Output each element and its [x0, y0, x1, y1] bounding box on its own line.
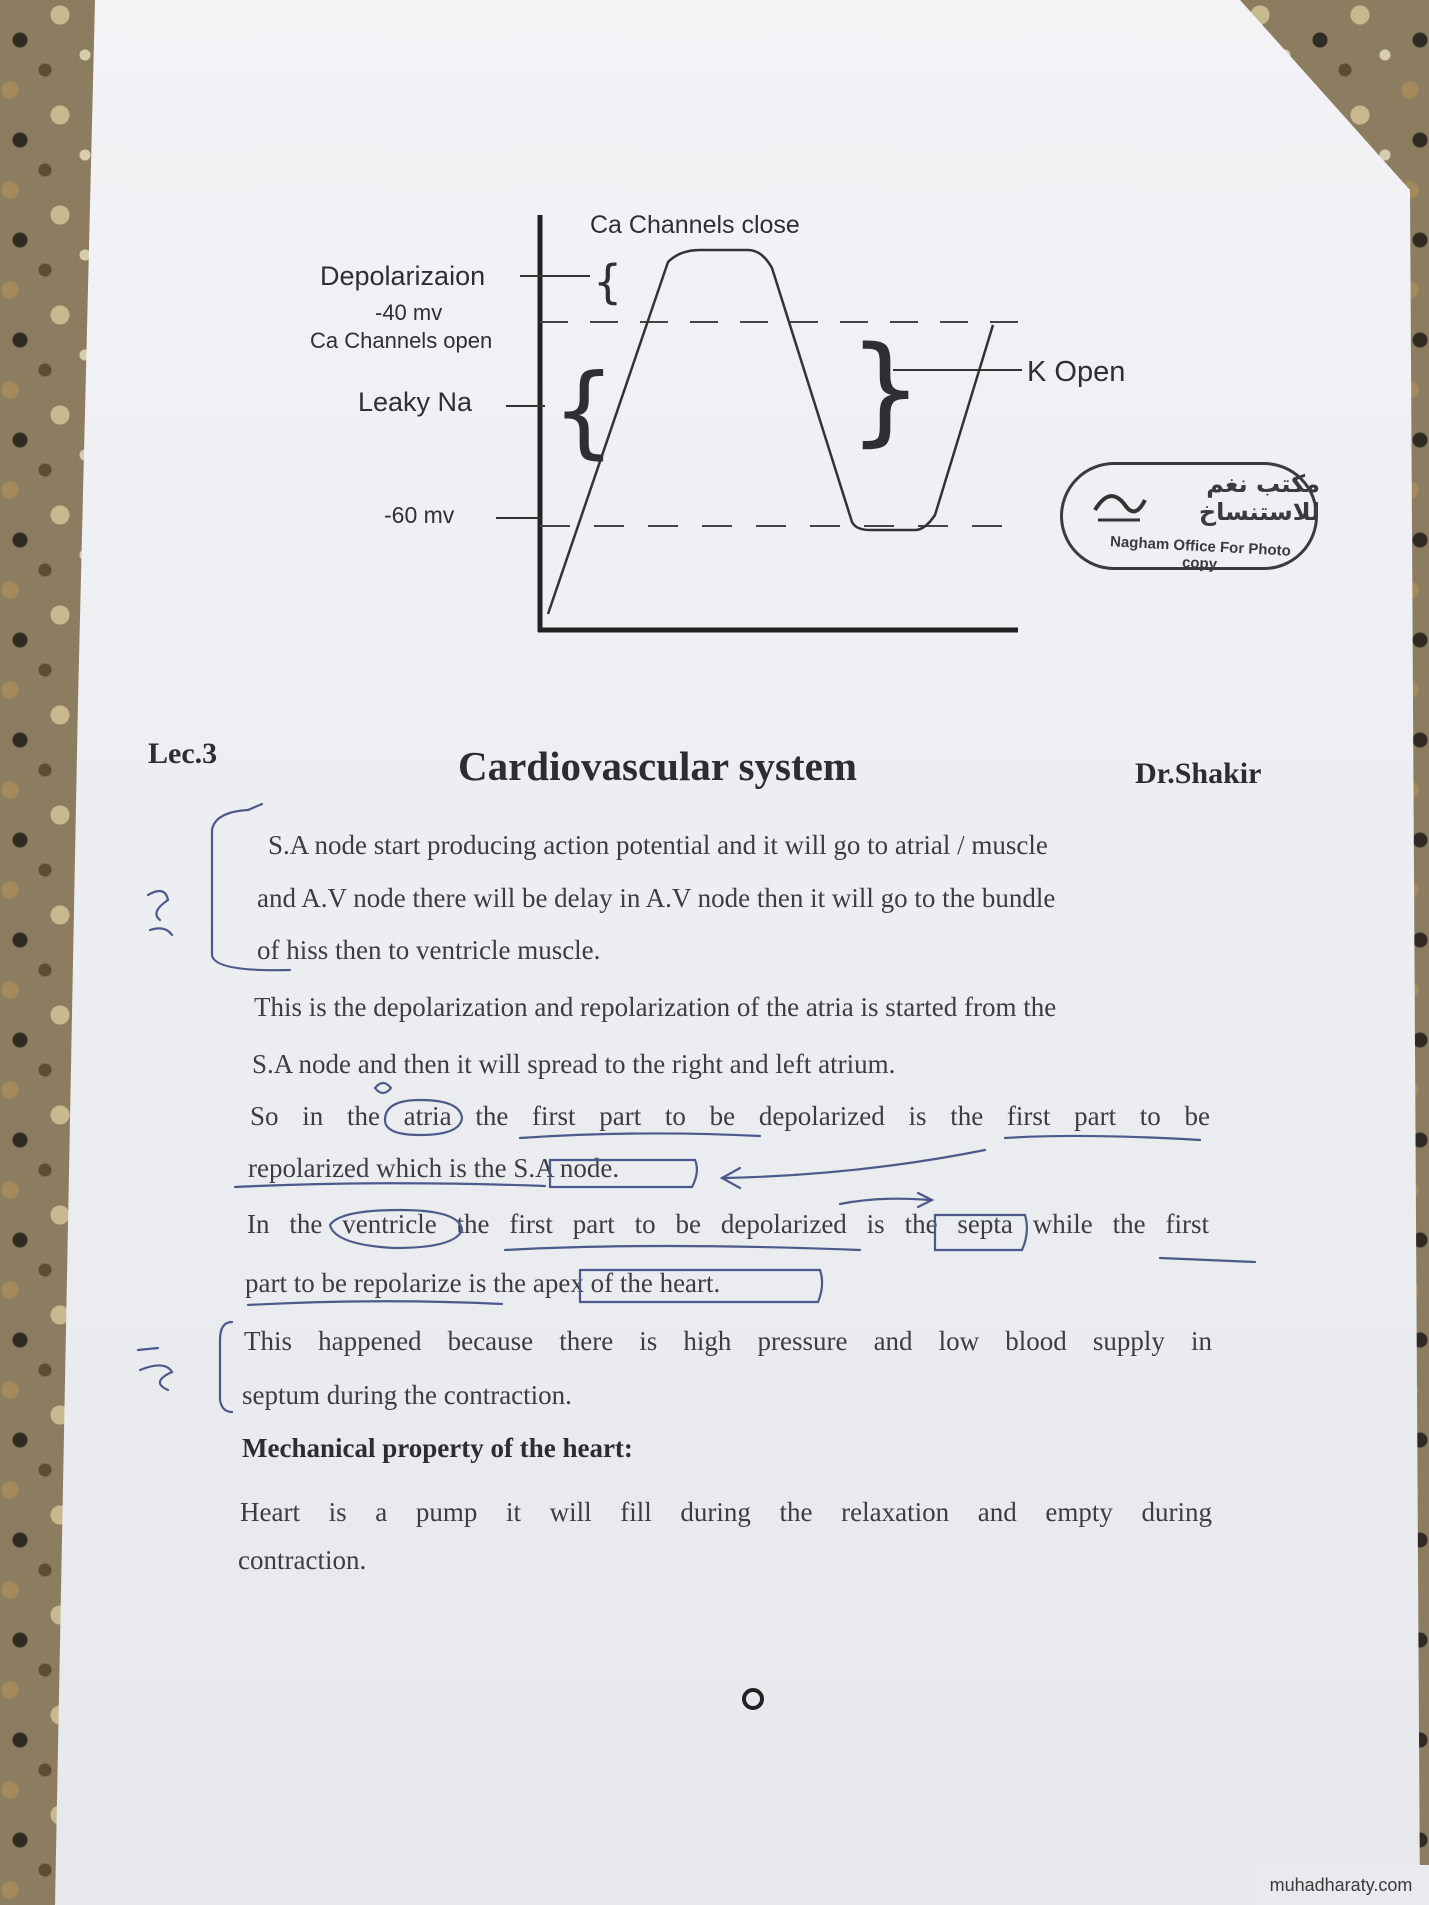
text-line-11: septum during the contraction.	[242, 1380, 572, 1410]
section-heading: Mechanical property of the heart:	[242, 1433, 633, 1463]
text-line-13: Heart is a pump it will fill during the relaxation and empty during	[240, 1497, 1212, 1527]
page-title: Cardiovascular system	[458, 743, 857, 789]
text-line-8: In the ventricle the first part to be depolarized is the septa while the first	[247, 1209, 1209, 1239]
text-line-10: This happened because there is high pressure and low blood supply in	[244, 1326, 1212, 1356]
leaky-na-brace: {	[552, 352, 616, 469]
text-line-3: of hiss then to ventricle muscle.	[257, 935, 601, 965]
depolarization-brace: {	[593, 255, 623, 309]
text-line-14: contraction.	[238, 1545, 367, 1575]
minus60-label: -60 mv	[384, 502, 455, 528]
page-number	[742, 1688, 764, 1710]
author-name: Dr.Shakir	[1135, 757, 1262, 790]
stamp-logo	[1090, 480, 1150, 530]
k-open-label: K Open	[1027, 356, 1126, 388]
text-line-5: S.A node and then it will spread to the right and left atrium.	[252, 1049, 896, 1079]
minus40-label: -40 mv	[375, 300, 443, 325]
text-line-2: and A.V node there will be delay in A.V node then it will go to the bundle	[257, 883, 1056, 913]
stamp-arabic-text: مكتب نغم للاستنساخ	[1198, 470, 1320, 526]
depolarization-label: Depolarizaion	[320, 261, 486, 291]
text-line-1: S.A node start producing action potential and it will go to atrial / muscle	[268, 830, 1048, 860]
lecture-number: Lec.3	[148, 737, 218, 770]
stamp-english-text: Nagham Office For Photo copy	[1109, 533, 1292, 573]
text-line-9: part to be repolarize is the apex of the heart.	[245, 1268, 721, 1298]
ca-channels-open-label: Ca Channels open	[310, 328, 493, 353]
text-line-7: repolarized which is the S.A node.	[248, 1153, 620, 1183]
action-potential-diagram	[0, 0, 1429, 700]
text-line-6: So in the atria the first part to be depolarized is the first part to be	[250, 1101, 1210, 1131]
ca-channels-close-label: Ca Channels close	[590, 211, 800, 239]
site-watermark: muhadharaty.com	[1253, 1865, 1429, 1905]
text-line-4: This is the depolarization and repolarization of the atria is started from the	[254, 992, 1057, 1022]
k-open-brace: }	[848, 320, 924, 458]
leaky-na-label: Leaky Na	[358, 387, 473, 417]
